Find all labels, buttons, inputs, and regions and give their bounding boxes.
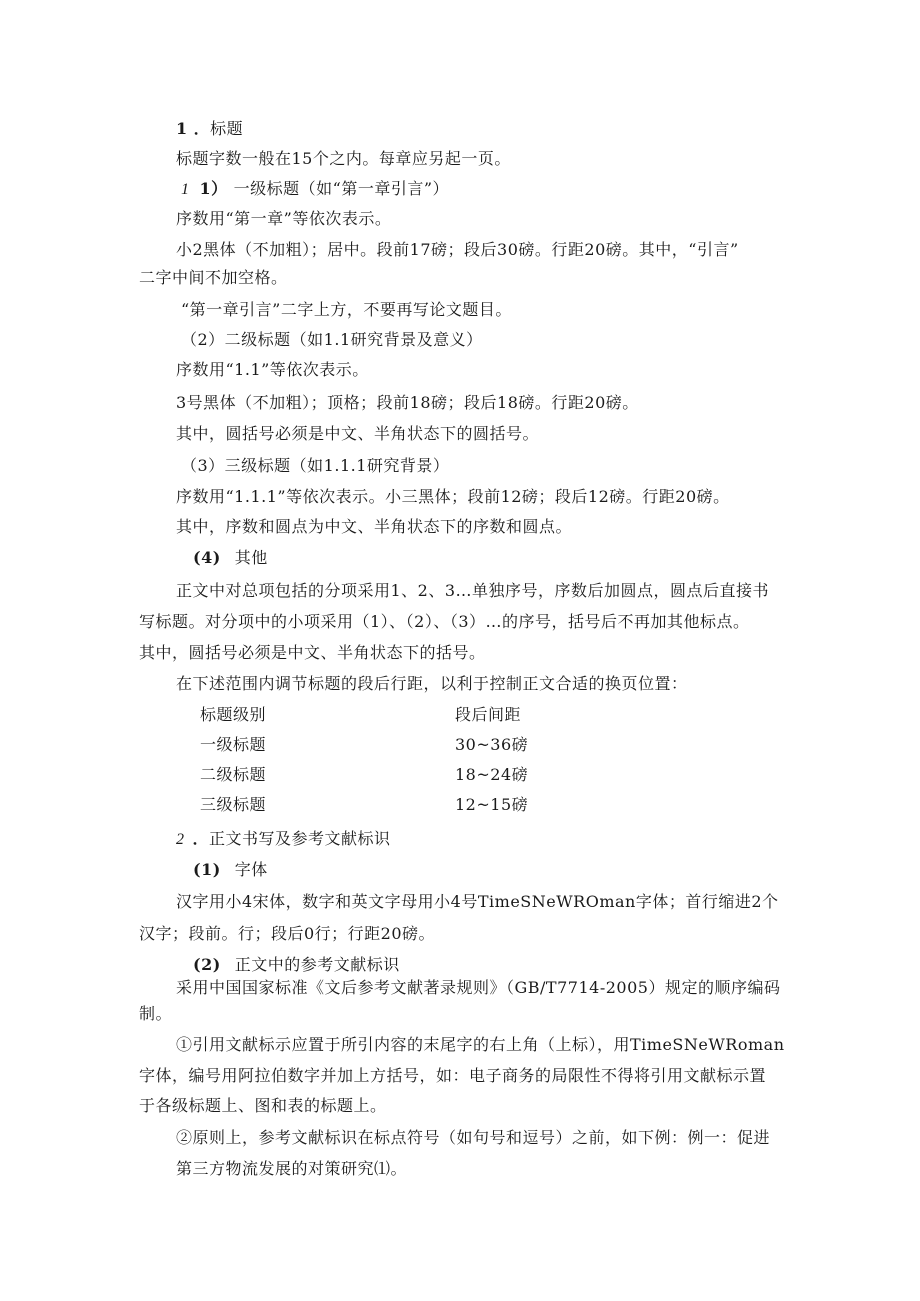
- paragraph: 字体，编号用阿拉伯数字并加上方括号，如：电子商务的局限性不得将引用文献标示置: [139, 1066, 767, 1085]
- section-1-dot: ．: [193, 119, 211, 138]
- paragraph: 制。: [139, 1004, 173, 1023]
- section-2-title: 正文书写及参考文献标识: [209, 829, 391, 848]
- section-1-number: 1: [176, 119, 188, 138]
- paragraph: 序数用“1.1.1”等依次表示。小三黑体；段前12磅；段后12磅。行距20磅。: [176, 487, 730, 506]
- subheading-font: [193, 860, 268, 880]
- section-1-title: 标题: [210, 119, 244, 138]
- subheading-title: 正文中的参考文献标识: [234, 955, 400, 974]
- section-2-number: 2: [176, 831, 185, 848]
- paragraph: 3号黑体（不加粗）；顶格；段前18磅；段后18磅。行距20磅。: [176, 393, 639, 412]
- paragraph: 汉字用小4宋体，数字和英文字母用小4号TimeSNeWROman字体；首行缩进2个: [176, 892, 779, 911]
- table-cell-level: 二级标题: [200, 765, 267, 784]
- heading-title: 其他: [234, 548, 268, 567]
- table-header-spacing: 段后间距: [455, 705, 522, 724]
- heading-level-3: （3）三级标题（如1.1.1研究背景）: [181, 456, 450, 475]
- paragraph: 正文中对总项包括的分项采用1、2、3…单独序号，序数后加圆点，圆点后直接书: [176, 581, 770, 600]
- paragraph: 序数用“1.1”等依次表示。: [176, 360, 369, 379]
- subheading-reference-marks: [193, 955, 400, 975]
- paragraph: “第一章引言”二字上方，不要再写论文题目。: [181, 300, 512, 319]
- heading-level-2: （2）二级标题（如1.1研究背景及意义）: [181, 330, 483, 349]
- paragraph: 序数用“第一章”等依次表示。: [176, 209, 392, 228]
- paragraph: ②原则上，参考文献标识在标点符号（如句号和逗号）之前，如下例：例一：促进: [176, 1128, 771, 1147]
- paragraph: 其中，序数和圆点为中文、半角状态下的序数和圆点。: [176, 517, 573, 536]
- paragraph: ①引用文献标示应置于所引内容的末尾字的右上角（上标），用TimeSNeWRoman: [176, 1035, 785, 1054]
- paragraph: 小2黑体（不加粗）；居中。段前17磅；段后30磅。行距20磅。其中，“引言”: [176, 240, 739, 259]
- subheading-number: (2): [193, 955, 221, 974]
- table-header-level: 标题级别: [200, 705, 267, 724]
- paragraph: 第三方物流发展的对策研究⑴。: [176, 1159, 408, 1178]
- section-2-heading: [176, 829, 391, 850]
- table-cell-spacing: 18~24磅: [455, 765, 529, 784]
- table-cell-spacing: 12~15磅: [455, 795, 529, 814]
- section-1-heading: [176, 119, 243, 139]
- table-cell-level: 三级标题: [200, 795, 267, 814]
- paragraph: 于各级标题上、图和表的标题上。: [139, 1096, 387, 1115]
- subheading-number: (1): [193, 860, 221, 879]
- subheading-title: 字体: [234, 860, 268, 879]
- table-cell-spacing: 30~36磅: [455, 735, 529, 754]
- heading-other: [193, 548, 268, 568]
- heading-number: (4): [193, 548, 221, 567]
- paragraph: 二字中间不加空格。: [139, 268, 288, 287]
- paragraph: 采用中国国家标准《文后参考文献著录规则》（GB/T7714-2005）规定的顺序编码: [176, 978, 781, 997]
- heading-prefix: 1: [181, 181, 190, 198]
- table-cell-level: 一级标题: [200, 735, 267, 754]
- heading-level-1: [181, 179, 449, 200]
- paragraph: 写标题。对分项中的小项采用（1）、（2）、（3）…的序号，括号后不再加其他标点。: [139, 612, 750, 631]
- paragraph: 标题字数一般在15个之内。每章应另起一页。: [176, 149, 511, 168]
- paragraph: 其中，圆括号必须是中文、半角状态下的括号。: [139, 643, 486, 662]
- paragraph: 其中，圆括号必须是中文、半角状态下的圆括号。: [176, 424, 540, 443]
- heading-number: 1）: [199, 179, 228, 198]
- section-2-dot: ．: [192, 829, 210, 848]
- paragraph: 在下述范围内调节标题的段后行距，以利于控制正文合适的换页位置：: [176, 674, 688, 693]
- paragraph: 汉字；段前。行；段后0行；行距20磅。: [139, 924, 436, 943]
- heading-title: 一级标题（如“第一章引言”）: [233, 179, 450, 198]
